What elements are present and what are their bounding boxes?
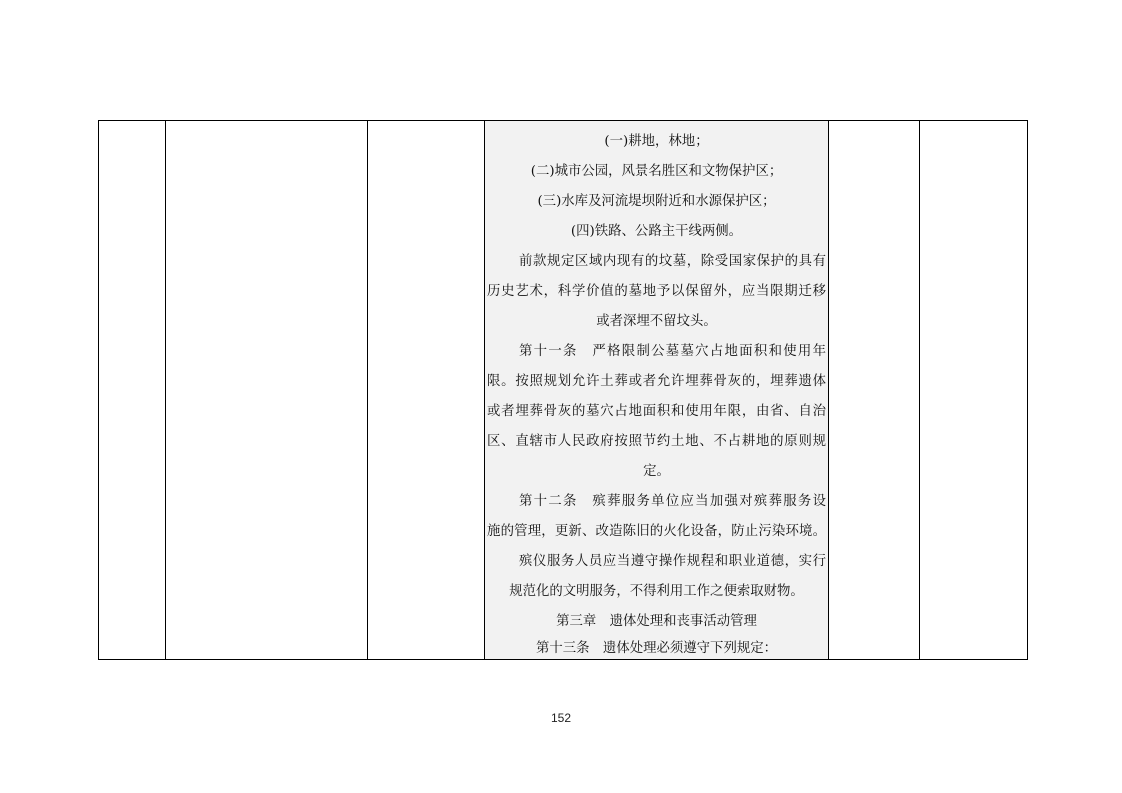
text-line: 限。按照规划允许土葬或者允许埋葬骨灰的，埋葬遗体 xyxy=(487,374,826,389)
text-line: 殡仪服务人员应当遵守操作规程和职业道德，实行 xyxy=(519,554,826,569)
text-line: 定。 xyxy=(643,464,670,479)
text-line: 或者深埋不留坟头。 xyxy=(596,314,717,329)
table-cell-col2 xyxy=(166,121,368,659)
text-line: 或者埋葬骨灰的墓穴占地面积和使用年限，由省、自治 xyxy=(487,404,826,419)
text-line: 第十一条 严格限制公墓墓穴占地面积和使用年 xyxy=(519,344,826,359)
text-line: 前款规定区域内现有的坟墓，除受国家保护的具有 xyxy=(519,254,826,269)
text-line: (四)铁路、公路主干线两侧。 xyxy=(570,224,743,239)
text-line: (三)水库及河流堤坝附近和水源保护区； xyxy=(537,194,776,209)
text-line: 历史艺术，科学价值的墓地予以保留外，应当限期迁移 xyxy=(487,284,826,299)
text-line: 施的管理，更新、改造陈旧的火化设备，防止污染环境。 xyxy=(487,524,826,539)
text-line: 规范化的文明服务，不得利用工作之便索取财物。 xyxy=(509,584,804,599)
text-line: 区、直辖市人民政府按照节约土地、不占耕地的原则规 xyxy=(487,434,826,449)
text-line: 第十三条 遗体处理必须遵守下列规定： xyxy=(535,641,778,656)
text-line: 第十二条 殡葬服务单位应当加强对殡葬服务设 xyxy=(519,494,826,509)
chapter-heading: 第三章 遗体处理和丧事活动管理 xyxy=(556,614,757,629)
regulation-table xyxy=(98,120,1028,660)
table-cell-col6 xyxy=(920,121,1028,659)
table-cell-regulation-text xyxy=(485,121,829,659)
text-line: (一)耕地，林地； xyxy=(604,134,709,149)
table-cell-col1 xyxy=(99,121,166,659)
page-number: 152 xyxy=(550,711,572,725)
table-cell-col5 xyxy=(829,121,920,659)
table-cell-col3 xyxy=(368,121,485,659)
text-line: (二)城市公园，风景名胜区和文物保护区； xyxy=(530,164,783,179)
